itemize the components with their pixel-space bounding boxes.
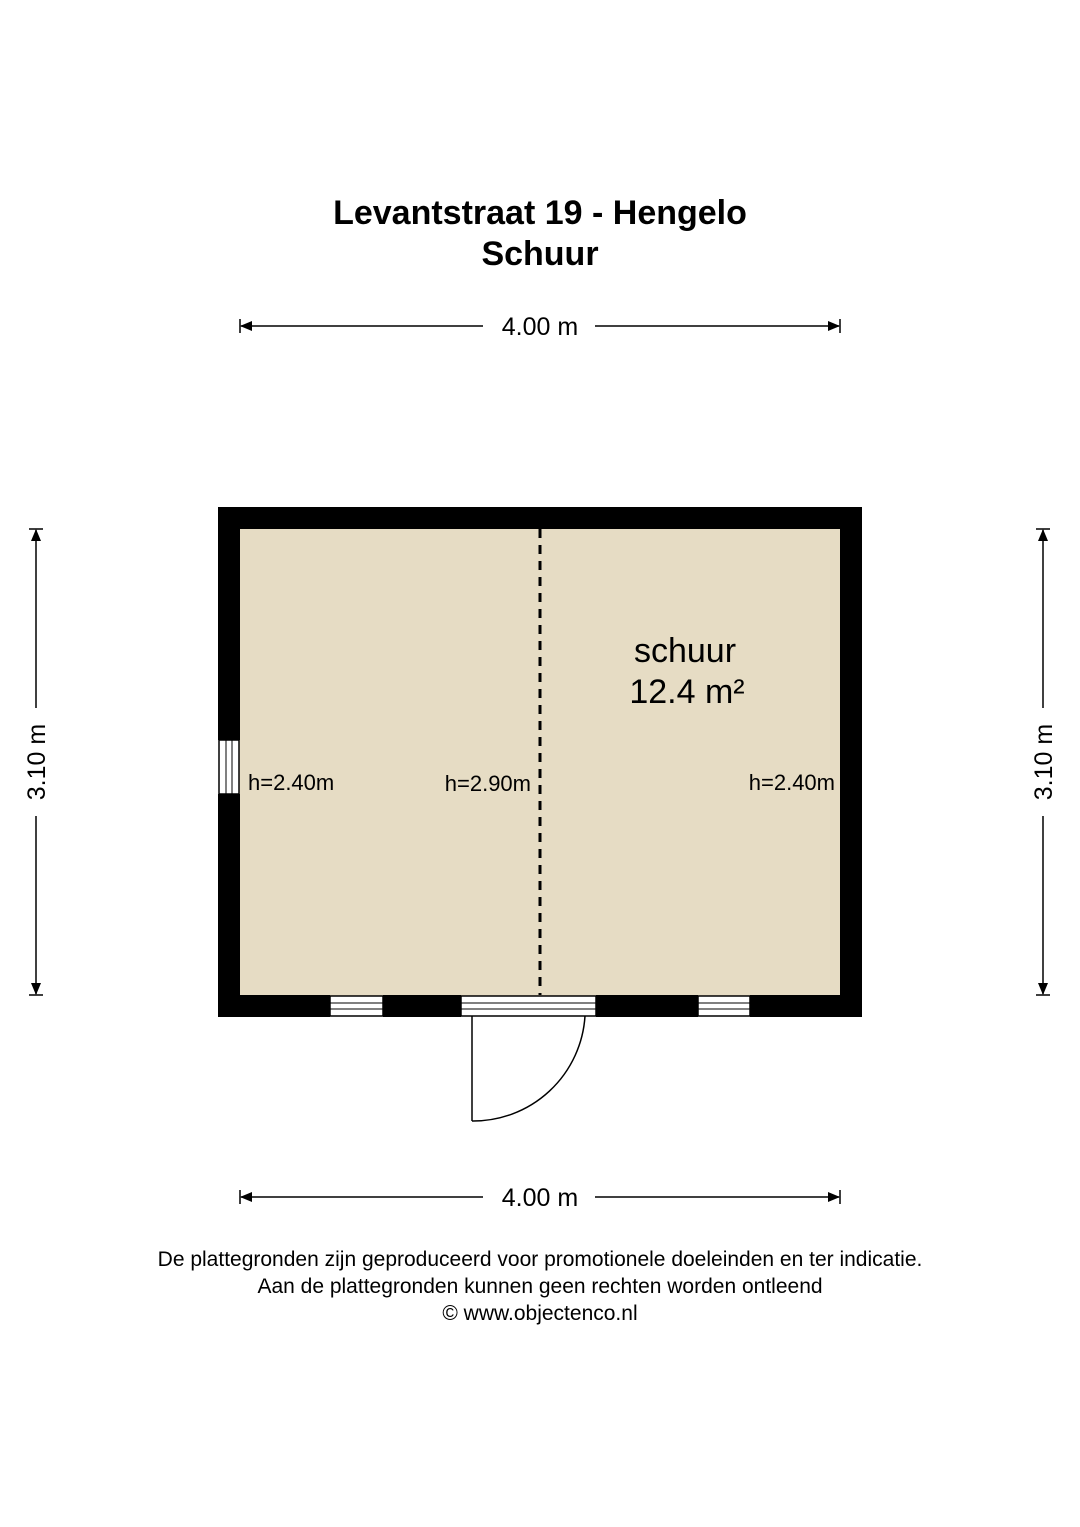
door <box>461 996 596 1121</box>
room-name: schuur <box>633 632 737 670</box>
window-bottom-left <box>330 996 383 1016</box>
left-dimension <box>23 529 51 995</box>
disclaimer-line-1: De plattegronden zijn geproduceerd voor promotionele doeleinden en ter indicatie. <box>157 1248 923 1271</box>
wall-bottom-3 <box>596 995 698 1017</box>
height-right: h=2.40m <box>748 770 835 795</box>
plan-subtitle: Schuur <box>481 235 599 273</box>
window-left <box>219 740 239 794</box>
right-dimension-label: 3.10 m <box>1030 723 1058 801</box>
height-left: h=2.40m <box>248 770 335 795</box>
copyright-link[interactable]: © www.objectenco.nl <box>442 1302 638 1325</box>
wall-top <box>218 507 862 529</box>
disclaimer-line-2: Aan de plattegronden kunnen geen rechten worden ontleend <box>257 1275 823 1298</box>
bottom-dimension-label: 4.00 m <box>501 1184 579 1212</box>
wall-bottom-1 <box>218 995 330 1017</box>
wall-left-upper <box>218 507 240 740</box>
left-dimension-label: 3.10 m <box>23 723 51 801</box>
wall-right <box>840 507 862 1017</box>
wall-bottom-2 <box>383 995 461 1017</box>
room-area: 12.4 m² <box>629 673 745 711</box>
window-bottom-right <box>698 996 750 1016</box>
door-swing-arc <box>472 1016 585 1121</box>
right-dimension <box>1030 529 1058 995</box>
height-ridge: h=2.90m <box>444 771 531 796</box>
plan-title: Levantstraat 19 - Hengelo <box>333 194 747 232</box>
bottom-dimension <box>240 1184 840 1212</box>
wall-left-lower <box>218 794 240 1017</box>
top-dimension <box>240 313 840 341</box>
top-dimension-label: 4.00 m <box>501 313 579 341</box>
wall-bottom-4 <box>750 995 862 1017</box>
